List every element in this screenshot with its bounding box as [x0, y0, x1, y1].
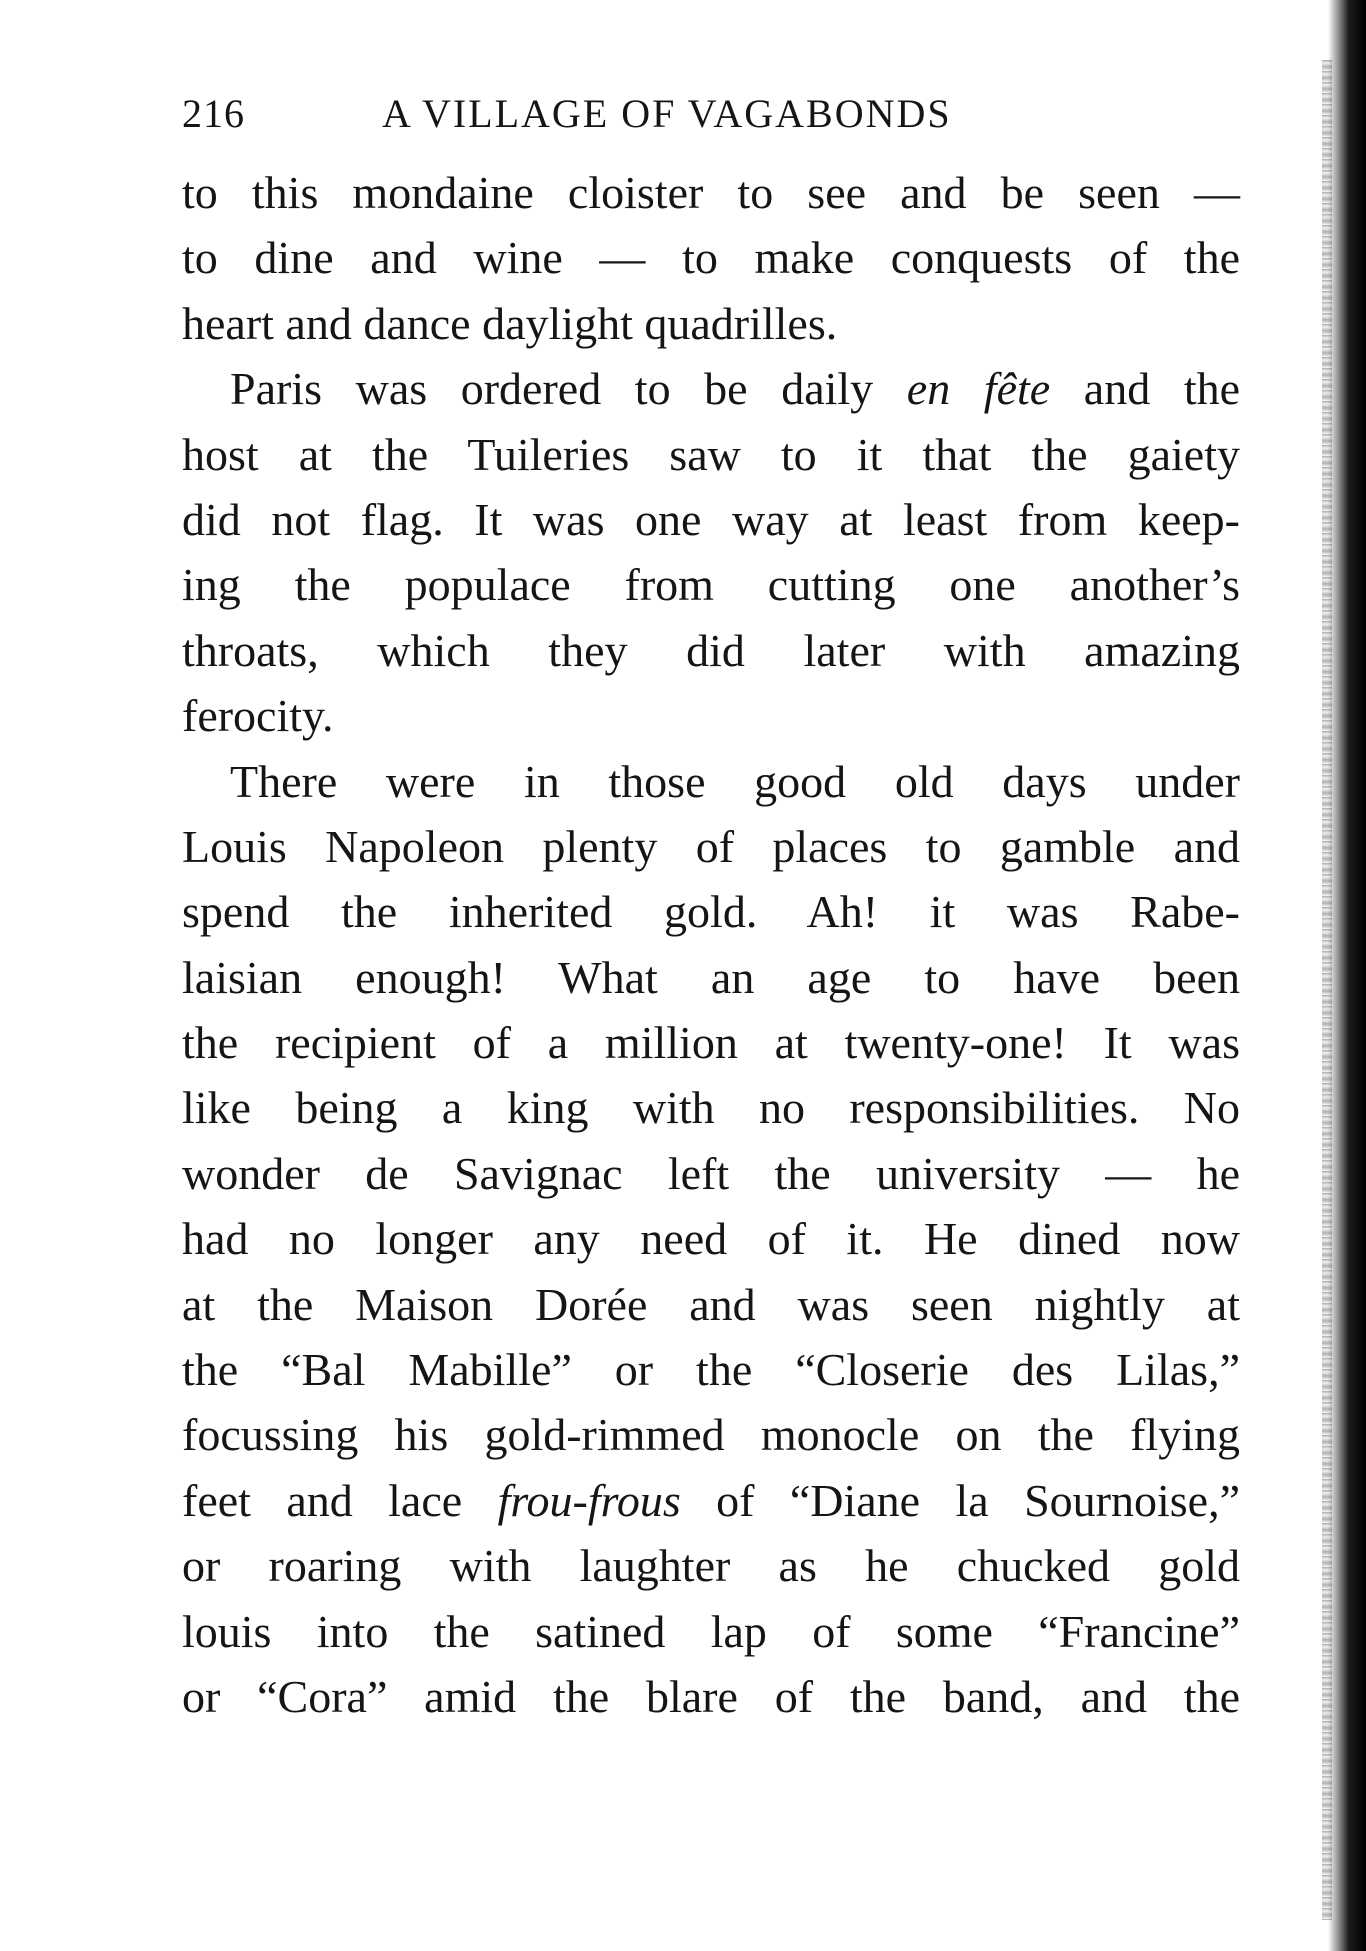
text-line: like being a king with no responsibilities. No: [182, 1082, 1240, 1134]
text-line: spend the inherited gold. Ah! it was Rabe-: [182, 886, 1240, 938]
text-line: the recipient of a million at twenty-one! It was: [182, 1017, 1240, 1069]
text-line: or “Cora” amid the blare of the band, and the: [182, 1670, 1240, 1722]
text-line: focussing his gold-rimmed monocle on the flying: [182, 1409, 1240, 1461]
text-line: throats, which they did later with amazing: [182, 624, 1240, 676]
paragraph-1: [182, 160, 1240, 356]
paragraph-2: [182, 356, 1240, 748]
page-header: [182, 84, 1240, 144]
text-line: to dine and wine — to make conquests of the: [182, 232, 1240, 284]
text-line: to this mondaine cloister to see and be seen —: [182, 167, 1240, 218]
italic-phrase: en fête: [906, 363, 1051, 415]
text-line: host at the Tuileries saw to it that the gaiety: [182, 428, 1240, 480]
text-line: or roaring with laughter as he chucked gold: [182, 1540, 1240, 1592]
text-line: heart and dance daylight quadrilles.: [182, 297, 838, 349]
text-line: ferocity.: [182, 690, 334, 742]
running-title: A VILLAGE OF VAGABONDS: [382, 91, 952, 136]
page-edge-shadow: [1328, 0, 1366, 1951]
paragraph-3: [182, 749, 1240, 1730]
italic-phrase: frou-frous: [497, 1474, 681, 1526]
page-number: 216: [182, 91, 245, 136]
text-line: the “Bal Mabille” or the “Closerie des Lilas,”: [182, 1344, 1240, 1396]
text-line: louis into the satined lap of some “Francine”: [182, 1605, 1240, 1657]
body-text: [182, 160, 1240, 1729]
text-line: There were in those good old days under: [230, 755, 1240, 807]
text-line: had no longer any need of it. He dined now: [182, 1213, 1240, 1265]
text-line: Paris was ordered to be daily en fête and the: [230, 363, 1241, 415]
text-line: did not flag. It was one way at least from keep-: [182, 493, 1240, 545]
text-line: at the Maison Dorée and was seen nightly at: [182, 1278, 1240, 1330]
text-line: wonder de Savignac left the university — he: [182, 1147, 1240, 1199]
text-line: laisian enough! What an age to have been: [182, 951, 1240, 1003]
text-line: feet and lace frou-frous of “Diane la Sournoise,”: [182, 1474, 1240, 1526]
page-edge-speckle: [1322, 60, 1332, 1920]
text-line: Louis Napoleon plenty of places to gamble and: [182, 820, 1240, 872]
text-line: ing the populace from cutting one another’s: [182, 559, 1240, 611]
